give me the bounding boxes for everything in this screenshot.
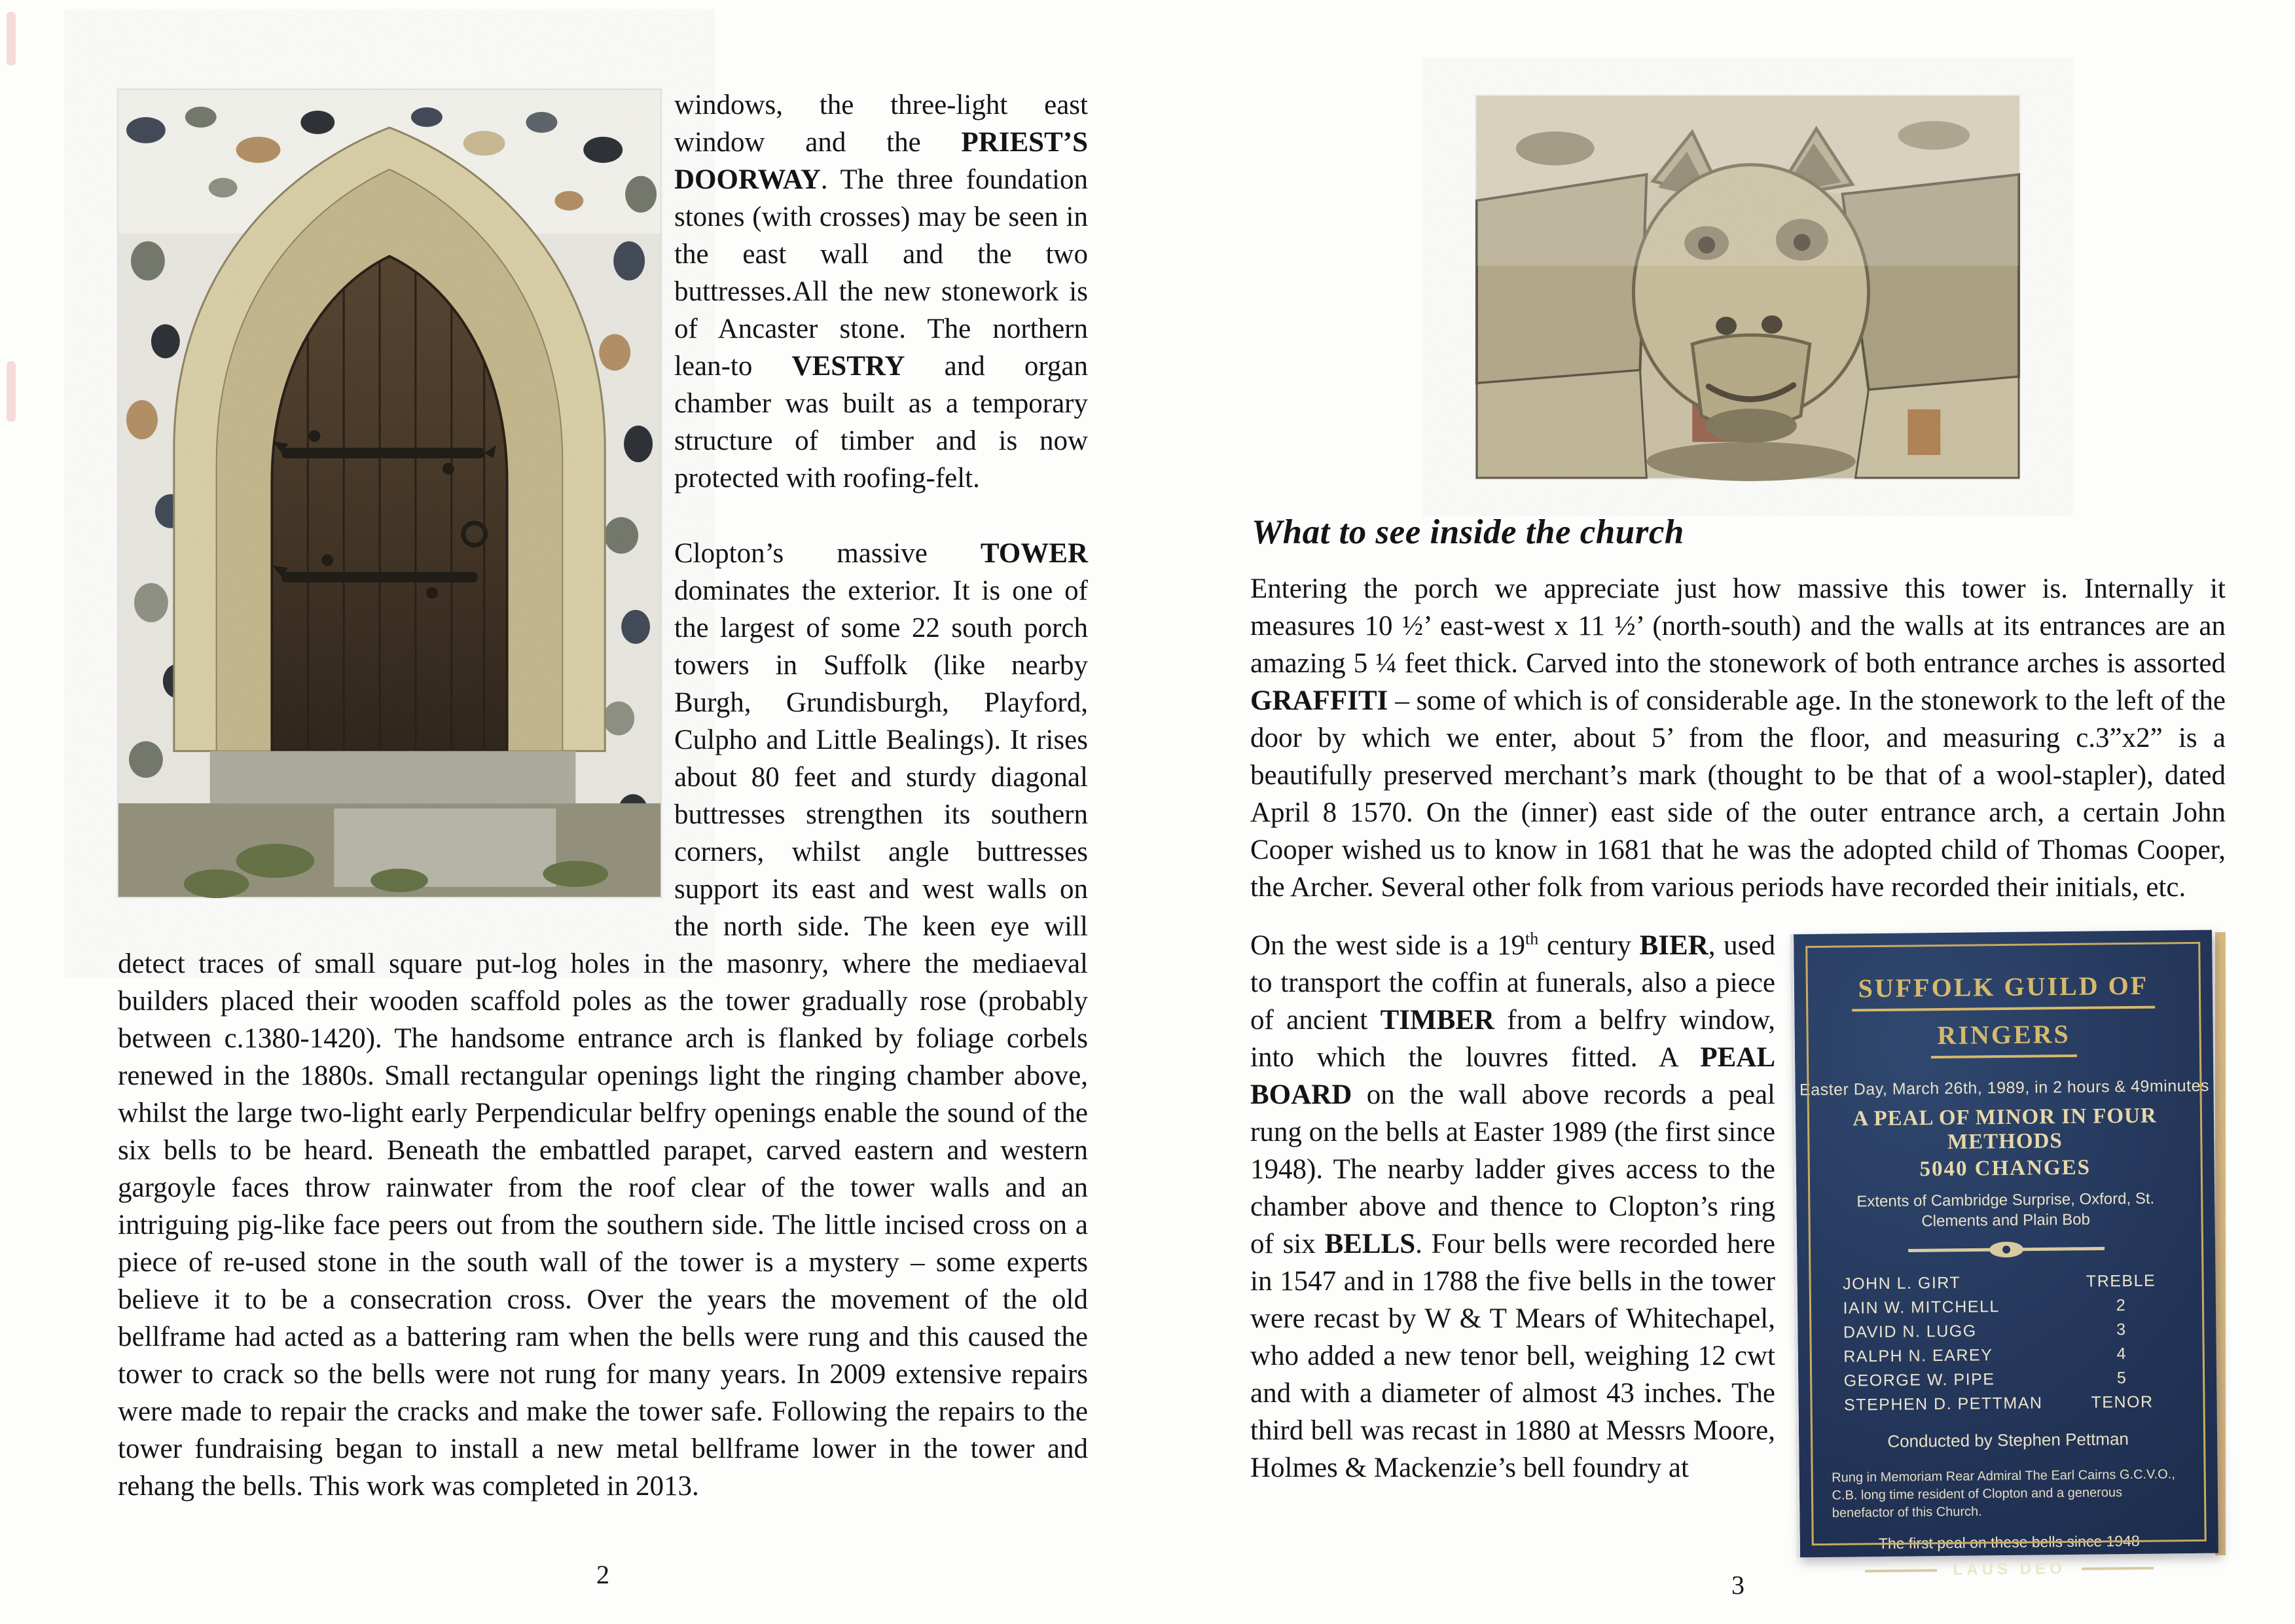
ringer-row — [1843, 1293, 2170, 1320]
page-3 — [1250, 92, 2226, 1600]
ringer-bell: TREBLE — [2086, 1271, 2156, 1291]
text-run: On the west side is a 19 — [1250, 930, 1526, 961]
board-date-line: Easter Day, March 26th, 1989, in 2 hours & 49minutes — [1799, 1076, 2210, 1100]
board-changes-line: 5040 CHANGES — [1919, 1155, 2091, 1182]
ringer-bell: 4 — [2116, 1344, 2127, 1363]
text-run: century — [1538, 930, 1640, 961]
board-title-line1: SUFFOLK GUILD OF — [1794, 930, 2213, 1013]
scan-edge-mark — [7, 361, 16, 422]
text-run: . Four bells were recorded here in 1547 and in 1788 the five bells in the tower were recast by W & T Mears of Whitechapel, who added a new tenor bell, weighing 12 cwt and with a diameter of almost 43 inches. The third bell was recast in 1880 at Messrs Moore, Holmes & Mackenzie’s bell foundry at — [1250, 1229, 1775, 1483]
pig-carving-illustration — [1477, 96, 2019, 478]
motto-text: LAUS DEO — [1953, 1560, 2066, 1579]
text-run: Clopton’s massive — [674, 538, 981, 569]
page-2 — [118, 86, 1088, 1589]
page-number: 2 — [596, 1560, 609, 1589]
ringer-name: GEORGE W. PIPE — [1843, 1370, 1995, 1390]
ringer-row — [1843, 1365, 2171, 1393]
ringer-name: STEPHEN D. PETTMAN — [1843, 1394, 2043, 1415]
text-run-bold: PRIEST’S DOORWAY — [674, 127, 1088, 195]
door-photo-illustration — [118, 90, 660, 897]
board-memoriam-line: Rung in Memoriam Rear Admiral The Earl Cairns G.C.V.O., C.B. long time resident of Clopton and a generous benefactor of this Church. — [1832, 1467, 2175, 1521]
page-number: 3 — [1731, 1570, 1744, 1600]
ringer-name: IAIN W. MITCHELL — [1843, 1297, 2000, 1318]
divider-ornament-icon — [1907, 1240, 2104, 1259]
ringer-bell: 2 — [2116, 1296, 2127, 1315]
ringer-row — [1843, 1269, 2170, 1296]
text-run-bold: TIMBER — [1380, 1005, 1494, 1036]
bier-section — [1250, 927, 2226, 1579]
board-peal-line: A PEAL OF MINOR IN FOUR METHODS — [1852, 1104, 2157, 1154]
board-first-peal-line: The first peal on these bells since 1948 — [1878, 1532, 2140, 1553]
paragraph-inside-church — [1250, 570, 2226, 906]
section-heading: What to see inside the church — [1252, 513, 1684, 551]
ringers-list — [1843, 1269, 2171, 1417]
text-run-bold: BELLS — [1324, 1229, 1416, 1259]
text-run: . The three foundation stones (with crosses) may be seen in the east wall and the two buttresses.All the new stonework is of Ancaster stone. The northern lean-to — [674, 164, 1088, 382]
text-run: on the wall above records a peal rung on the bells at Easter 1989 (the first since 1948). The nearby ladder gives access to the chamber above and thence to Clopton’s ring of six — [1250, 1079, 1775, 1259]
scan-edge-mark — [7, 12, 16, 65]
text-run: dominates the exterior. It is one of the largest of some 22 south porch towers in Suffolk (like nearby Burgh, Grundisburgh, Playford, Culpho and Little Bealings). It rises about 80 feet and sturdy diagonal buttresses strengthen its southern corners, whilst angle buttresses support its east and west walls on the north side. The keen eye will detect traces of small square put-log holes in the masonry, where the mediaeval builders placed their wooden scaffold poles as the tower gradually rose (probably between c.1380-1420). The handsome entrance arch is flanked by foliage corbels renewed in the 1880s. Small rectangular openings light the ringing chamber above, whilst the large two-light early Perpendicular belfry openings enable the sound of the six bells to be heard. Beneath the embattled parapet, carved eastern and western gargoyle faces throw rainwater from the roof clear of the tower walls and an intriguing pig-like face peers out from the southern side. The little incised cross on a piece of re-used stone in the south wall of the tower is a mystery – some experts believe it to be a consecration cross. Over the years the movement of the old bellframe had acted as a battering ram when the bells were rung and this caused the tower to crack so the bells were not rung for many years. In 2009 extensive repairs were made to repair the cracks and make the tower safe. Following the repairs to the tower fundraising began to install a new metal bellframe lower in the tower and rehang the bells. This work was completed in 2013. — [118, 575, 1088, 1502]
text-run: – some of which is of considerable age. In the stonework to the left of the door by which we enter, about 5’ from the floor, and measuring c.3”x2” is a beautifully preserved merchant’s mark (thought to be that of a wool-stapler), dated April 8 1570. On the (inner) east side of the outer entrance arch, a certain John Cooper wished us to know in 1681 that he was the adopted child of Thomas Cooper, the Archer. Several other folk from various periods have recorded their initials, etc. — [1250, 685, 2226, 903]
pig-carving-photo — [1476, 96, 2019, 478]
text-run-bold: TOWER — [980, 538, 1088, 569]
ringer-row — [1844, 1390, 2171, 1417]
ringer-row — [1843, 1341, 2171, 1369]
text-run-bold: VESTRY — [791, 351, 905, 382]
ringer-bell: 5 — [2116, 1369, 2127, 1388]
text-run-bold: GRAFFITI — [1250, 685, 1388, 716]
text-run: Entering the porch we appreciate just how massive this tower is. Internally it measures 10 ½’ east-west x 11 ½’ (north-south) and the walls at its entrances are an amazing 5 ¼ feet thick. Carved into the stonework of both entrance arches is assorted — [1250, 573, 2226, 679]
ringer-name: DAVID N. LUGG — [1843, 1322, 1977, 1342]
text-run: and organ chamber was built as a temporary structure of timber and is now protected with roofing-felt. — [674, 351, 1088, 494]
text-run: windows, the three-light east window and the — [674, 90, 1088, 158]
ringer-name: JOHN L. GIRT — [1842, 1273, 1961, 1293]
text-run: , used to transport the coffin at funerals, also a piece of ancient — [1250, 930, 1776, 1036]
board-methods-line: Extents of Cambridge Surprise, Oxford, St. Clements and Plain Bob — [1856, 1189, 2155, 1231]
peal-board — [1790, 930, 2218, 1579]
text-run-bold: PEAL BOARD — [1250, 1042, 1775, 1110]
text-run-bold: BIER — [1639, 930, 1708, 961]
ringer-name: RALPH N. EAREY — [1843, 1346, 1993, 1366]
board-title-line2: RINGERS — [1794, 1017, 2213, 1060]
door-photo — [118, 89, 661, 897]
ringer-bell: TENOR — [2091, 1392, 2154, 1412]
ringer-bell: 3 — [2116, 1320, 2127, 1339]
ringer-row — [1843, 1317, 2171, 1344]
board-conductor-line: Conducted by Stephen Pettman — [1887, 1429, 2129, 1451]
superscript-th: th — [1525, 929, 1539, 948]
text-run: from a belfry window, into which the louvres fitted. A — [1250, 1005, 1775, 1073]
peal-board-photo — [1794, 932, 2226, 1579]
